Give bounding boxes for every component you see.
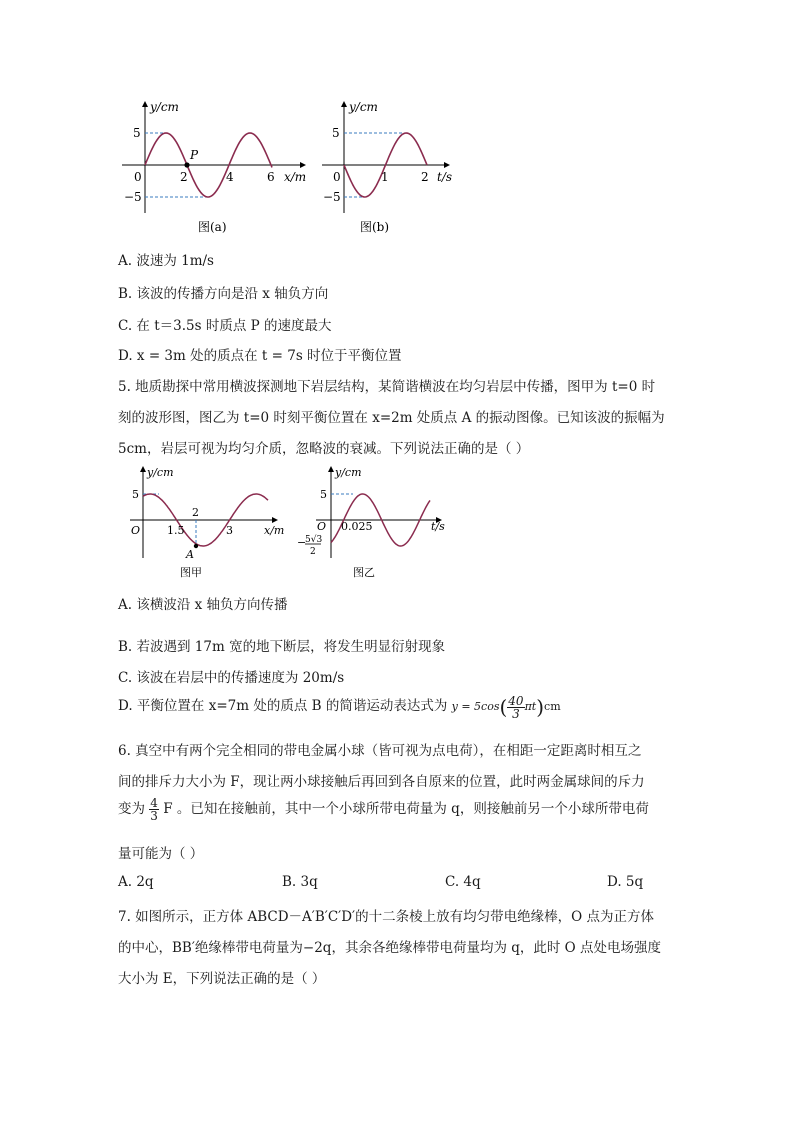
fig-jia-xlabel: x/m: [264, 524, 285, 537]
fig-a-tick-0: 0: [134, 170, 142, 184]
fig-a-ylabel: y/cm: [150, 100, 179, 114]
fig-b: [322, 100, 452, 234]
fig-b-tick-2: 2: [421, 170, 429, 184]
q6-line-3: 变为 $\frac{4}{3}$ F 。已知在接触前，其中一个小球所带电荷量为 q，则接触前另一个小球所带电荷: [118, 796, 649, 823]
q7-line-3: 大小为 E，下列说法正确的是（ ）: [118, 971, 326, 987]
fig-a-y-arrow: [142, 101, 148, 107]
fig-b-xlabel: t/s: [437, 170, 453, 184]
q5-option-d-text: D. 平衡位置在 x=7m 处的质点 B 的简谐运动表达式为: [118, 698, 448, 714]
fig-yi-neg-top: 5√3: [305, 535, 323, 545]
fig-yi-tick-5: 5: [320, 488, 327, 501]
fig-b-x-arrow: [444, 162, 450, 168]
fig-jia: [130, 466, 284, 579]
fig-jia-origin: O: [131, 524, 141, 537]
fig-yi: [297, 466, 445, 579]
q5-option-b: B. 若波遇到 17m 宽的地下断层，将发生明显衍射现象: [118, 639, 446, 655]
fig-b-tick-neg5: −5: [323, 190, 341, 204]
fig-jia-y-arrow: [140, 466, 146, 472]
fig-a-tick-2: 2: [180, 170, 188, 184]
q4-option-a: A. 波速为 1m/s: [118, 253, 214, 269]
fig-jia-tick-2: 2: [192, 506, 199, 519]
q4-option-d: D. x = 3m 处的质点在 t = 7s 时位于平衡位置: [118, 348, 402, 364]
fig-b-tick-5: 5: [332, 126, 340, 140]
q6-option-b: B. 3q: [282, 874, 318, 890]
fig-a: [122, 100, 306, 234]
fig-a-tick-6: 6: [267, 170, 275, 184]
q5-line-2: 刻的波形图，图乙为 t=0 时刻平衡位置在 x=2m 处质点 A 的振动图像。已知该波的振幅为: [118, 410, 665, 426]
fig-b-ylabel: y/cm: [349, 100, 378, 114]
fig-yi-caption: 图乙: [353, 566, 375, 579]
q5-line-1: 5. 地质勘探中常用横波探测地下岩层结构，某简谐横波在均匀岩层中传播，图甲为 t=0 时: [118, 379, 656, 395]
q5-option-d: [118, 694, 561, 720]
q6-line-4: 量可能为（ ）: [118, 846, 204, 862]
fig-yi-y-arrow: [328, 466, 334, 472]
fig-jia-tick-1-5: 1.5: [167, 524, 185, 537]
q4-option-c: C. 在 t＝3.5s 时质点 P 的速度最大: [118, 318, 332, 334]
fig-yi-xlabel: t/s: [431, 520, 445, 533]
q5-line-3: 5cm，岩层可视为均匀介质，忽略波的衰减。下列说法正确的是（ ）: [118, 441, 530, 457]
q5-option-c: C. 该波在岩层中的传播速度为 20m/s: [118, 670, 345, 686]
fig-yi-origin: O: [317, 520, 327, 533]
fig-jia-point-label: A: [186, 548, 194, 561]
fig-a-caption: 图(a): [198, 220, 227, 234]
fig-jia-tick-3: 3: [226, 524, 233, 537]
q4-option-b: B. 该波的传播方向是沿 x 轴负方向: [118, 286, 329, 302]
q6-option-d: D. 5q: [607, 874, 644, 890]
fig-a-tick-4: 4: [226, 170, 234, 184]
fig-a-tick-5: 5: [133, 126, 141, 140]
fig-jia-caption: 图甲: [180, 566, 202, 579]
q6-line-1: 6. 真空中有两个完全相同的带电金属小球（皆可视为点电荷），在相距一定距离时相互之: [118, 743, 642, 759]
fig-a-xlabel: x/m: [284, 170, 307, 184]
q5-option-a: A. 该横波沿 x 轴负方向传播: [118, 597, 288, 613]
fig-a-point-p: [184, 162, 189, 167]
fig-yi-neg-sign: −: [297, 536, 307, 549]
fig-a-x-arrow: [300, 162, 306, 168]
q7-line-1: 7. 如图所示，正方体 ABCD－A′B′C′D′的十二条棱上放有均匀带电绝缘棒，O 点为正方体: [118, 909, 654, 925]
fig-yi-neg-bottom: 2: [310, 547, 316, 557]
fig-a-point-label: P: [190, 148, 199, 162]
fig-b-tick-0: 0: [333, 170, 341, 184]
fig-a-tick-neg5: −5: [124, 190, 142, 204]
fig-jia-point-a: [194, 544, 198, 548]
q6-option-a: A. 2q: [118, 874, 154, 890]
fig-b-tick-1: 1: [381, 170, 389, 184]
q7-line-2: 的中心，BB′绝缘棒带电荷量为−2q，其余各绝缘棒带电荷量均为 q，此时 O 点处电场强度: [118, 940, 662, 956]
figure-jia-yi: [0, 460, 794, 585]
fig-b-caption: 图(b): [360, 220, 390, 234]
q6-line-2: 间的排斥力大小为 F，现让两小球接触后再回到各自原来的位置，此时两金属球间的斥力: [118, 774, 645, 790]
fig-jia-ylabel: y/cm: [147, 466, 174, 479]
fig-yi-ylabel: y/cm: [335, 466, 362, 479]
fig-jia-x-arrow: [272, 517, 278, 523]
q6-option-c: C. 4q: [445, 874, 481, 890]
fig-yi-tick-0025: 0.025: [341, 520, 373, 533]
fig-b-y-arrow: [341, 101, 347, 107]
fig-jia-tick-5: 5: [132, 488, 139, 501]
q5-option-d-formula: y = 5cos( $\frac{40}{3}$ πt)cm: [451, 693, 561, 721]
